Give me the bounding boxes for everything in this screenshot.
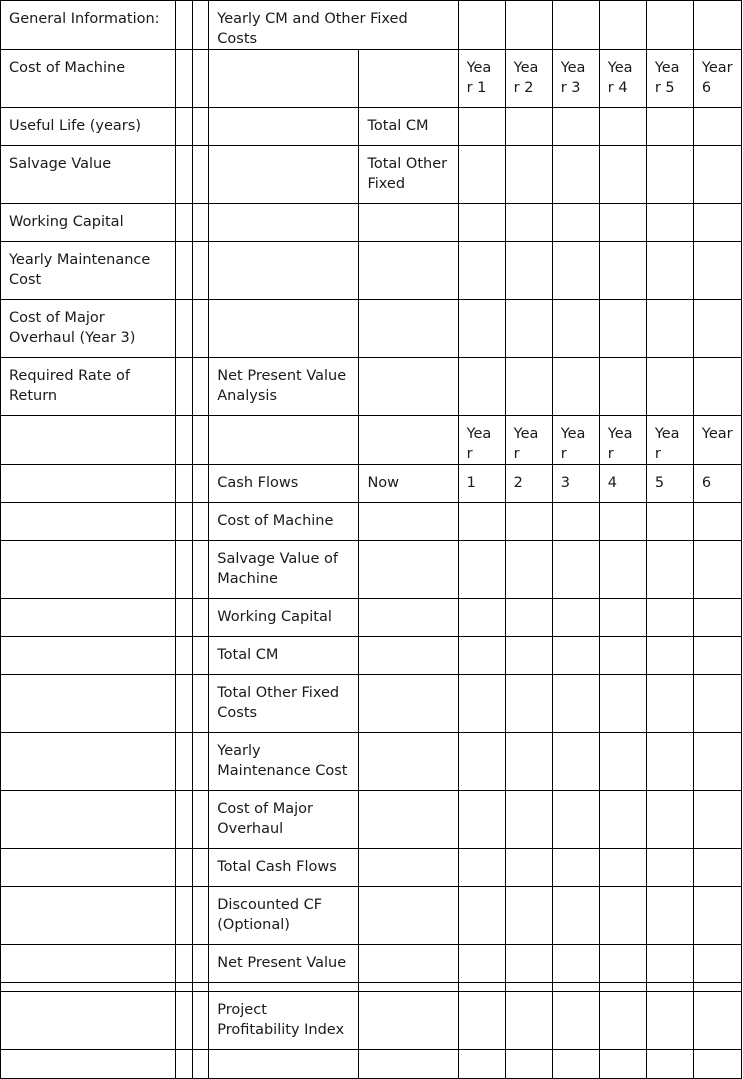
cm-year-header: Year 5 (646, 50, 693, 108)
yearly-cm-header: Yearly CM and Other Fixed Costs (209, 1, 458, 50)
year-number: 3 (552, 465, 599, 503)
table-row (1, 465, 742, 503)
npv-year-label: Year (458, 416, 505, 465)
npv-year-label: Year (599, 416, 646, 465)
table-row (1, 358, 742, 416)
table-row (1, 637, 742, 675)
npv-row-label: Cost of Machine (209, 503, 359, 541)
table-row (1, 242, 742, 300)
npv-row-label: Cost of Major Overhaul (209, 791, 359, 849)
year-number: 1 (458, 465, 505, 503)
cm-year-header: Year 2 (505, 50, 552, 108)
year-number: 2 (505, 465, 552, 503)
total-other-fixed-label: Total Other Fixed (359, 146, 458, 204)
required-rate-label: Required Rate of Return (1, 358, 176, 416)
npv-year-label: Year (693, 416, 741, 465)
table-row (1, 1050, 742, 1079)
now-label: Now (359, 465, 458, 503)
salvage-value-label: Salvage Value (1, 146, 176, 204)
profitability-index-label: Project Profitability Index (209, 992, 359, 1050)
year-number: 6 (693, 465, 741, 503)
cost-of-machine-label: Cost of Machine (1, 50, 176, 108)
useful-life-label: Useful Life (years) (1, 108, 176, 146)
npv-row-label: Total Cash Flows (209, 849, 359, 887)
table-row (1, 945, 742, 983)
table-row (1, 983, 742, 992)
table-row (1, 416, 742, 465)
working-capital-label: Working Capital (1, 204, 176, 242)
table-row (1, 146, 742, 204)
table-row (1, 204, 742, 242)
cash-flows-label: Cash Flows (209, 465, 359, 503)
year-number: 5 (646, 465, 693, 503)
npv-row-label: Discounted CF (Optional) (209, 887, 359, 945)
table-row (1, 108, 742, 146)
cm-year-header: Year 3 (552, 50, 599, 108)
table-row (1, 791, 742, 849)
yearly-maintenance-label: Yearly Maintenance Cost (1, 242, 176, 300)
table-row (1, 300, 742, 358)
npv-year-label: Year (505, 416, 552, 465)
cm-year-header: Year 4 (599, 50, 646, 108)
table-row (1, 599, 742, 637)
table-row (1, 992, 742, 1050)
npv-row-label: Salvage Value of Machine (209, 541, 359, 599)
npv-row-label: Net Present Value (209, 945, 359, 983)
npv-row-label: Total CM (209, 637, 359, 675)
table-row (1, 503, 742, 541)
cm-year-header: Year 6 (693, 50, 741, 108)
npv-year-label: Year (646, 416, 693, 465)
table-row (1, 50, 742, 108)
table-row (1, 887, 742, 945)
year-number: 4 (599, 465, 646, 503)
npv-row-label: Working Capital (209, 599, 359, 637)
table-row (1, 541, 742, 599)
table-row (1, 1, 742, 50)
cm-year-header: Year 1 (458, 50, 505, 108)
npv-header: Net Present Value Analysis (209, 358, 359, 416)
npv-year-label: Year (552, 416, 599, 465)
table-row (1, 733, 742, 791)
table-row (1, 849, 742, 887)
total-cm-label: Total CM (359, 108, 458, 146)
major-overhaul-label: Cost of Major Overhaul (Year 3) (1, 300, 176, 358)
npv-row-label: Total Other Fixed Costs (209, 675, 359, 733)
table-row (1, 675, 742, 733)
npv-row-label: Yearly Maintenance Cost (209, 733, 359, 791)
general-information-header: General Information: (1, 1, 176, 50)
